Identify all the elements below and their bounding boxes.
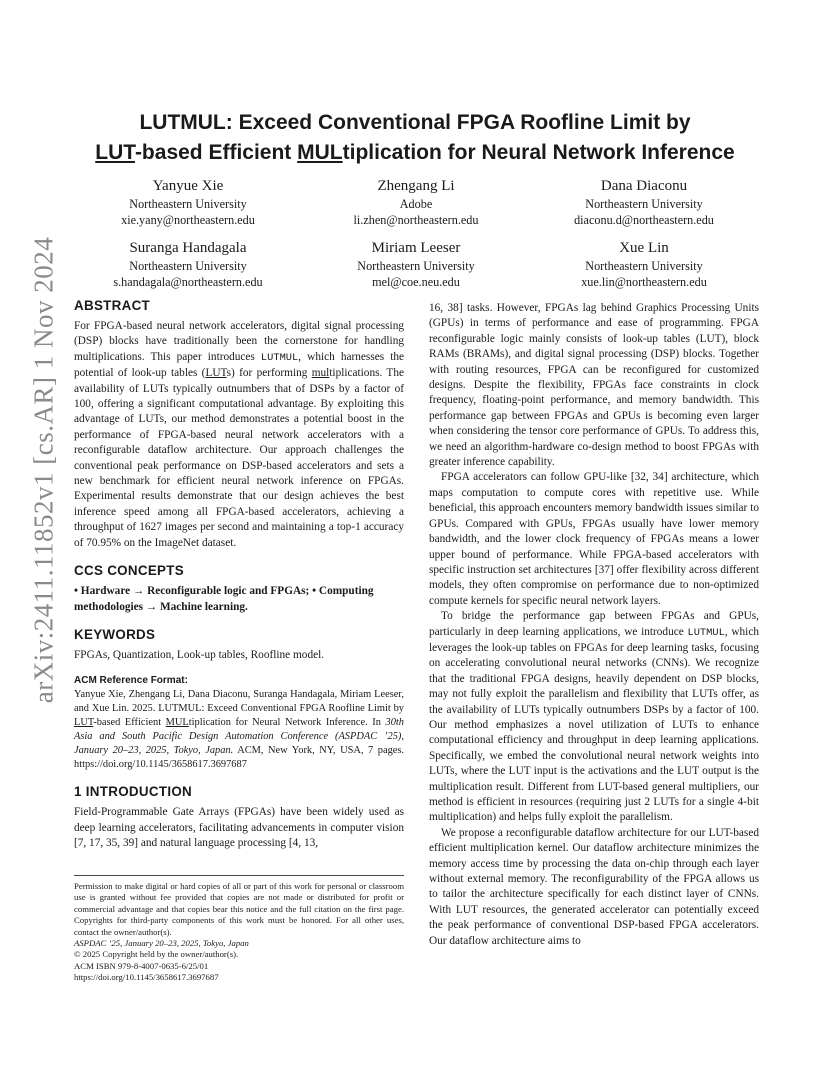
abstract-heading: ABSTRACT <box>74 298 151 313</box>
body-paragraph: We propose a reconfigurable dataflow architecture for our LUT-based efficient multiplication kernel. Our dataflow architecture minimizes the memory access time by processing the data on-chip through each layer without external memory. The reconfigurability of the FPGA allows us to tailor the architecture specifically for each distinct layer of CNNs. With LUT resources, the generated accelerator can potentially exceed the peak performance of conventional DSP-based FPGA accelerators. Our dataflow architecture aims to <box>429 826 759 947</box>
abstract-section <box>74 298 404 551</box>
author-block <box>74 238 302 290</box>
author-name: Suranga Handagala <box>129 240 247 256</box>
author-affiliation: Adobe <box>399 197 433 211</box>
footnote-doi: https://doi.org/10.1145/3658617.3697687 <box>74 972 219 983</box>
ccs-section <box>74 563 404 615</box>
title-underlined-lut: LUT <box>95 141 135 164</box>
permission-text: Permission to make digital or hard copies of all or part of this work for personal or classroom use is granted without fee provided that copies are not made or distributed for profit or commercial advantage and that copies bear this notice and the full citation on the first page. Copyrights for third-party components of this work must be honored. For all other uses, contact the owner/author(s). <box>74 881 404 937</box>
footnote-isbn: ACM ISBN 979-8-4007-0635-6/25/01 <box>74 960 209 971</box>
author-email: s.handagala@northeastern.edu <box>113 275 263 289</box>
footnote-copyright: © 2025 Copyright held by the owner/author(s). <box>74 949 239 960</box>
title-line-1: LUTMUL: Exceed Conventional FPGA Roofline Limit by <box>139 111 691 134</box>
author-block <box>302 238 530 290</box>
footnote-venue: ASPDAC ’25, January 20–23, 2025, Tokyo, Japan <box>74 938 249 949</box>
author-email: diaconu.d@northeastern.edu <box>574 213 714 227</box>
keywords-heading: KEYWORDS <box>74 626 156 642</box>
arxiv-identifier-stamp: arXiv:2411.11852v1 [cs.AR] 1 Nov 2024 <box>28 236 59 704</box>
title-underlined-mul: MUL <box>297 141 343 164</box>
acm-reference-section <box>74 675 404 772</box>
introduction-section <box>74 784 404 851</box>
author-name: Yanyue Xie <box>152 178 224 194</box>
author-name: Xue Lin <box>619 240 669 256</box>
body-paragraph: FPGA accelerators can follow GPU-like [32, 34] architecture, which maps computation to compute cores with repetitive use. While beneficial, this approach encounters memory bandwidth issues similar to GPUs. Compared with GPUs, FPGAs usually have lower memory bandwidth, and the lower clock frequency of FPGAs means a lower upper bound of performance. While FPGA-based accelerators with specific instruction set architectures [37] offer flexibility across different models, they often compromise on performance due to non-optimized compute kernels for specific neural network layers. <box>429 471 759 607</box>
author-email: li.zhen@northeastern.edu <box>353 213 479 227</box>
author-name: Miriam Leeser <box>371 240 461 256</box>
abstract-text: For FPGA-based neural network accelerators, digital signal processing (DSP) blocks have traditionally been the cornerstone for handling multiplications. This paper introduces LUTMUL, which harnesses the potential of look-up tables (LUTs) for performing multiplications. The availability of LUTs typically outnumbers that of DSPs by a factor of 100, offering a significant computational advantage. By exploiting this advantage of LUTs, our method demonstrates a potential boost in the performance of FPGA-based neural network accelerators with a reconfigurable dataflow architecture. Our approach challenges the conventional peak performance on DSP-based accelerators and sets a new benchmark for efficient neural network inference on FPGAs. Experimental results demonstrate that our design achieves the best inference speed among all FPGA-based accelerators, achieving a throughput of 1627 images per second and maintaining a top-1 accuracy of 70.95% on the ImageNet dataset. <box>74 320 404 549</box>
introduction-heading: 1 INTRODUCTION <box>74 784 193 800</box>
acm-reference-text: Yanyue Xie, Zhengang Li, Dana Diaconu, Suranga Handagala, Miriam Leeser, and Xue Lin. 2025. LUTMUL: Exceed Conventional FPGA Roofline Limit by LUT-based Efficient MULtiplication for Neural Network Inference. In 30th Asia and South Pacific Design Automation Conference (ASPDAC ’25), January 20–23, 2025, Tokyo, Japan. ACM, New York, NY, USA, 7 pages. https://doi.org/10.1145/3658617.3697687 <box>74 689 405 771</box>
author-affiliation: Northeastern University <box>129 197 247 211</box>
authors-row-1 <box>74 176 758 228</box>
body-paragraph: 16, 38] tasks. However, FPGAs lag behind Graphics Processing Units (GPUs) in terms of performance and ease of programming. FPGA reconfigurable logic mainly consists of look-up tables (LUT), block RAMs (BRAMs), and digital signal processing (DSP) blocks. Together with routing resources, FPGA can be reconfigured for customized designs. Despite the flexibility, FPGAs face constraints in clock frequency, floating-point performance, and memory bandwidth. This performance gap between FPGAs and GPUs is becoming even larger when considering the tensor core performance of GPUs. To address this, we need an algorithm-hardware co-design method to boost FPGAs with greater inference capability. <box>429 302 759 469</box>
ccs-heading: CCS CONCEPTS <box>74 563 184 579</box>
keywords-section <box>74 627 404 663</box>
author-block <box>530 238 758 290</box>
right-column <box>429 301 759 949</box>
author-block <box>530 176 758 228</box>
body-paragraph: To bridge the performance gap between FPGAs and GPUs, particularly in deep learning applications, we introduce LUTMUL, which leverages the look-up tables on FPGAs for deep learning tasks, focusing on accelerating convolutional neural networks (CNNs). We recognize that the traditional FPGA designs, heavily dependent on DSP blocks, may not fully exploit the parallelism and flexibility that LUTs offer, as the availability of LUTs typically outnumbers DSPs by a factor of 100. Our method emphasizes a novel utilization of LUTs to enhance computational efficiency and throughput in deep learning applications. Specifically, we embed the convolutional neural network weights into LUTs, where the LUT input is the activations and the LUT output is the multiplication result. Different from LUT-based general multipliers, our method is efficient in resources (requiring just 2 LUTs for a single 4-bit multiplication) and helps fully exploit the parallelism. <box>429 610 759 824</box>
paper-title <box>90 108 740 168</box>
author-email: xie.yany@northeastern.edu <box>121 213 255 227</box>
author-affiliation: Northeastern University <box>585 259 703 273</box>
left-column <box>74 298 404 864</box>
author-name: Dana Diaconu <box>600 178 688 194</box>
title-line-2-end: tiplication for Neural Network Inference <box>342 141 735 164</box>
author-name: Zhengang Li <box>377 178 455 194</box>
acm-reference-heading: ACM Reference Format: <box>74 675 188 687</box>
authors-row-2 <box>74 238 758 290</box>
author-email: xue.lin@northeastern.edu <box>581 275 707 289</box>
ccs-text: • Hardware → Reconfigurable logic and FPGAs; • Computing methodologies → Machine learning. <box>74 585 374 613</box>
permission-footnote <box>74 875 404 984</box>
author-block <box>74 176 302 228</box>
author-block <box>302 176 530 228</box>
introduction-paragraph: Field-Programmable Gate Arrays (FPGAs) have been widely used as deep learning accelerators, facilitating advancements in computer vision [7, 17, 35, 39] and natural language processing [4, 13, <box>74 806 404 850</box>
author-email: mel@coe.neu.edu <box>372 275 460 289</box>
title-line-2-middle: -based Efficient <box>134 141 298 164</box>
author-affiliation: Northeastern University <box>129 259 247 273</box>
keywords-text: FPGAs, Quantization, Look-up tables, Roofline model. <box>74 648 325 661</box>
author-affiliation: Northeastern University <box>585 197 703 211</box>
author-affiliation: Northeastern University <box>357 259 475 273</box>
